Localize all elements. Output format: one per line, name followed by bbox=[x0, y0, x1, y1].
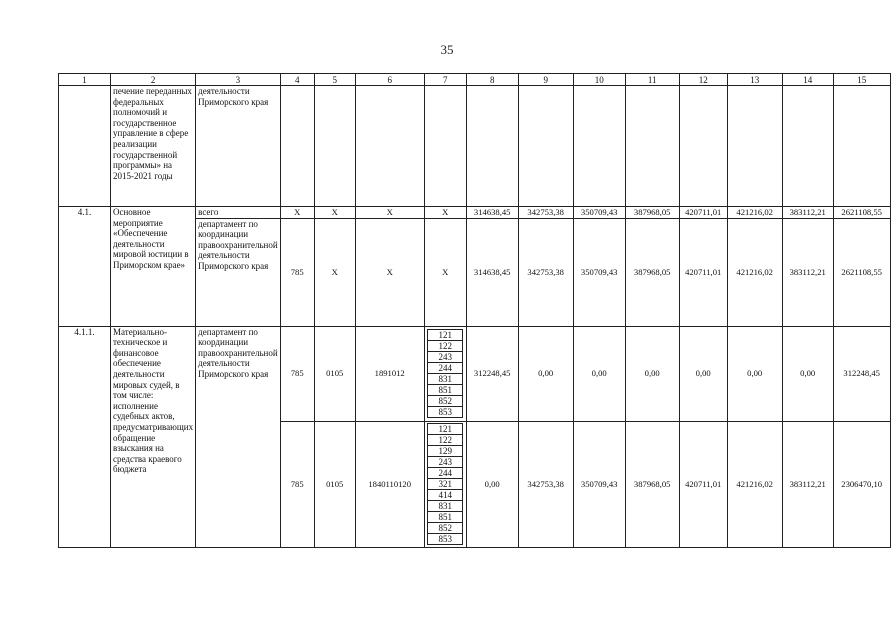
cell-value: 312248,45 bbox=[833, 326, 890, 421]
budget-table bbox=[58, 73, 891, 548]
cell-value: 0,00 bbox=[466, 421, 518, 547]
row-executor: деятельности Приморского края bbox=[196, 86, 281, 207]
header-cell: 6 bbox=[355, 74, 424, 86]
cell-value: 314638,45 bbox=[466, 207, 518, 219]
header-cell: 11 bbox=[625, 74, 679, 86]
cell-value: 383112,21 bbox=[782, 218, 833, 326]
header-row bbox=[59, 74, 891, 86]
expense-code: 244 bbox=[427, 468, 463, 479]
header-cell: 8 bbox=[466, 74, 518, 86]
header-cell: 14 bbox=[782, 74, 833, 86]
table-row bbox=[59, 326, 891, 421]
cell-value: 350709,43 bbox=[573, 421, 625, 547]
row-name: Основное мероприятие «Обеспечение деятельности мировой юстиции в Приморском крае» bbox=[111, 207, 196, 327]
header-cell: 5 bbox=[314, 74, 355, 86]
row-name: печение переданных федеральных полномочий и государственное управление в сфере реализации государственной программы» на 2015-2021 годы bbox=[111, 86, 196, 207]
expense-code: 244 bbox=[427, 363, 463, 374]
header-cell: 9 bbox=[518, 74, 573, 86]
cell-value: 0,00 bbox=[518, 326, 573, 421]
expense-code: 831 bbox=[427, 501, 463, 512]
expense-code: 129 bbox=[427, 446, 463, 457]
cell-value: 421216,02 bbox=[727, 207, 782, 219]
cell-value: 0,00 bbox=[782, 326, 833, 421]
header-cell: 2 bbox=[111, 74, 196, 86]
cell-value: 0105 bbox=[314, 326, 355, 421]
cell-value: 387968,05 bbox=[625, 218, 679, 326]
cell-value: X bbox=[355, 207, 424, 219]
cell-value: X bbox=[424, 207, 466, 219]
expense-code: 853 bbox=[427, 534, 463, 545]
cell-value: 0,00 bbox=[625, 326, 679, 421]
cell-value: 2621108,55 bbox=[833, 207, 890, 219]
cell-value: 785 bbox=[280, 218, 314, 326]
header-cell: 3 bbox=[196, 74, 281, 86]
cell-value: 0105 bbox=[314, 421, 355, 547]
expense-codes bbox=[424, 326, 466, 421]
header-cell: 1 bbox=[59, 74, 111, 86]
expense-codes bbox=[424, 421, 466, 547]
cell-value: 2306470,10 bbox=[833, 421, 890, 547]
row-number bbox=[59, 86, 111, 207]
cell-value: 1891012 bbox=[355, 326, 424, 421]
cell-value: 350709,43 bbox=[573, 218, 625, 326]
cell-value: X bbox=[280, 207, 314, 219]
expense-code: 243 bbox=[427, 352, 463, 363]
header-cell: 12 bbox=[679, 74, 727, 86]
cell-value: 0,00 bbox=[727, 326, 782, 421]
row-number: 4.1.1. bbox=[59, 326, 111, 547]
cell-value: X bbox=[314, 218, 355, 326]
cell-value: 387968,05 bbox=[625, 207, 679, 219]
expense-code: 121 bbox=[427, 423, 463, 435]
cell-value: 383112,21 bbox=[782, 207, 833, 219]
row-number: 4.1. bbox=[59, 207, 111, 327]
cell-value: 350709,43 bbox=[573, 207, 625, 219]
table-row bbox=[59, 86, 891, 207]
expense-code: 243 bbox=[427, 457, 463, 468]
expense-code: 831 bbox=[427, 374, 463, 385]
cell-value: 1840110120 bbox=[355, 421, 424, 547]
expense-code: 122 bbox=[427, 435, 463, 446]
cell-value: 0,00 bbox=[573, 326, 625, 421]
cell-value: 2621108,55 bbox=[833, 218, 890, 326]
expense-code: 852 bbox=[427, 396, 463, 407]
cell-value: 387968,05 bbox=[625, 421, 679, 547]
page-number: 35 bbox=[440, 42, 454, 57]
expense-code: 121 bbox=[427, 329, 463, 341]
expense-code: 853 bbox=[427, 407, 463, 418]
header-cell: 7 bbox=[424, 74, 466, 86]
header-cell: 13 bbox=[727, 74, 782, 86]
cell-value: 421216,02 bbox=[727, 218, 782, 326]
cell-value: 342753,38 bbox=[518, 207, 573, 219]
expense-code: 321 bbox=[427, 479, 463, 490]
cell-value: 312248,45 bbox=[466, 326, 518, 421]
cell-value: 420711,01 bbox=[679, 207, 727, 219]
cell-value: 0,00 bbox=[679, 326, 727, 421]
cell-value: X bbox=[355, 218, 424, 326]
header-cell: 15 bbox=[833, 74, 890, 86]
cell-value: 421216,02 bbox=[727, 421, 782, 547]
row-name: Материально-техническое и финансовое обеспечение деятельности мировых судей, в том числе: исполнение судебных актов, предусматривающих обращение взыскания на средства краевого бюджета bbox=[111, 326, 196, 547]
header-cell: 10 bbox=[573, 74, 625, 86]
cell-value: 420711,01 bbox=[679, 218, 727, 326]
cell-value: 342753,38 bbox=[518, 218, 573, 326]
header-cell: 4 bbox=[280, 74, 314, 86]
cell-value: X bbox=[424, 218, 466, 326]
expense-code: 851 bbox=[427, 512, 463, 523]
row-executor: департамент по координации правоохранительной деятельности Приморского края bbox=[196, 326, 281, 547]
cell-value: 383112,21 bbox=[782, 421, 833, 547]
expense-code: 851 bbox=[427, 385, 463, 396]
row-executor: департамент по координации правоохранительной деятельности Приморского края bbox=[196, 218, 281, 326]
expense-code: 122 bbox=[427, 341, 463, 352]
cell-value: 314638,45 bbox=[466, 218, 518, 326]
table-row bbox=[59, 207, 891, 219]
cell-value: X bbox=[314, 207, 355, 219]
row-executor: всего bbox=[196, 207, 281, 219]
cell-value: 785 bbox=[280, 326, 314, 421]
expense-code: 852 bbox=[427, 523, 463, 534]
cell-value: 342753,38 bbox=[518, 421, 573, 547]
expense-code: 414 bbox=[427, 490, 463, 501]
cell-value: 785 bbox=[280, 421, 314, 547]
cell-value: 420711,01 bbox=[679, 421, 727, 547]
